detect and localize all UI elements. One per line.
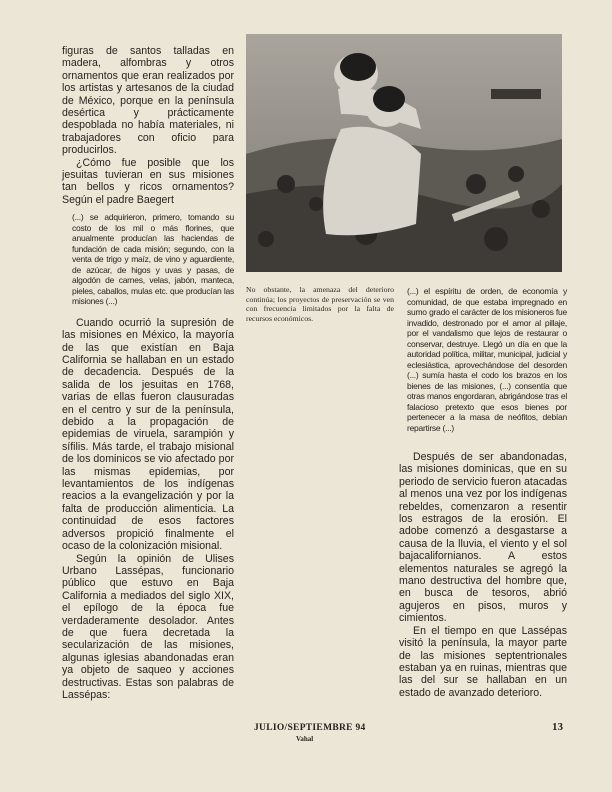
left-paragraph-4: Según la opinión de Ulises Urbano Lassépas, funcionario público que estuvo en Baja California a mediados del siglo XIX, el epílogo de la época fue verdaderamente desolador. Antes de que fuera decretada la secularización de las misiones, algunas iglesias abandonadas eran ya objeto de saqueo y acciones destructivas. Estas son palabras de Lassépas:: [62, 552, 234, 701]
page-number: 13: [552, 721, 563, 733]
excavation-photo: [246, 34, 562, 272]
issue-date: JULIO/SEPTIEMBRE 94: [254, 723, 366, 733]
lassepas-quote: (...) el espíritu de orden, de economía y comunidad, de que estaba impregnado en sumo grado el carácter de los misioneros fue invadido, destronado por el amor al pillaje, por el vandalismo que lejos de restaurar o conservar, destruye. Llegó un día en que la autoridad política, militar, municipal, judicial y eclesiástica, aprovechándose del desorden (...) sumía hasta el codo los brazos en los bienes de las misiones, (...) consentía que otras manos engordaran, abrigándose tras el falacioso pretexto que esos bienes por pertenecer a la masa de neófitos, debían repartirse (...): [407, 286, 567, 433]
baegert-quote: (...) se adquirieron, primero, tomando su costo de los mil o más florines, que anualmente producían las haciendas de fundación de cada misión; segundo, con la venta de trigo y maíz, de vino y aguardiente, de azúcar, de higos y uvas y pasas, de algodón de carnes, velas, jabón, manteca, pieles, caballos, mulas etc. que producían las misiones (...): [72, 212, 234, 307]
left-paragraph-3: Cuando ocurrió la supresión de las misiones en México, la mayoría de las que existían en Baja California se hallaban en un estado de decadencia. Después de la salida de los jesuitas en 1768, varias de ellas fueron clausuradas en el centro y sur de la península, debido a la propagación de epidemias de viruela, sarampión y sífilis. Más tarde, el trabajo misional de los dominicos se vio afectado por las mismas epidemias, por levantamientos de los indígenas reacios a la evangelización y por la falta de producción alimenticia. La continuidad de esos factores adversos propició finalmente el ocaso de la colonización misional.: [62, 316, 234, 553]
right-paragraph-1: Después de ser abandonadas, las misiones dominicas, que en su periodo de servicio fueron atacadas al menos una vez por los indígenas rebeldes, comenzaron a resentir los estragos de la erosión. El adobe comenzó a desgastarse a causa de la lluvia, el viento y el sol bajacalifornianos. A estos elementos naturales se agregó la mano destructiva del hombre que, en busca de tesoros, abrió agujeros en pisos, muros y cimientos.: [399, 451, 567, 625]
left-column: [62, 45, 234, 701]
right-column: [399, 286, 567, 699]
right-paragraph-2: En el tiempo en que Lassépas visitó la península, la mayor parte de las misiones septentrionales estaban ya en ruinas, mientras que las del sur se hallaban en un estado de avanzado deterioro.: [399, 624, 567, 699]
left-paragraph-1: figuras de santos talladas en madera, alfombras y otros ornamentos que eran realizados por los artistas y artesanos de la ciudad de México, porque en la península desértica y prácticamente despoblada no había materiales, ni trabajadores con oficio para producirlos.: [62, 45, 234, 157]
photo-caption: No obstante, la amenaza del deterioro continúa; los proyectos de preservación se ven con frecuencia limitados por la falta de recursos económicos.: [246, 285, 394, 323]
left-paragraph-2: ¿Cómo fue posible que los jesuitas tuvieran en sus misiones tan bellos y ricos ornamentos? Según el padre Baegert: [62, 156, 234, 206]
magazine-name: Vahal: [296, 735, 314, 743]
